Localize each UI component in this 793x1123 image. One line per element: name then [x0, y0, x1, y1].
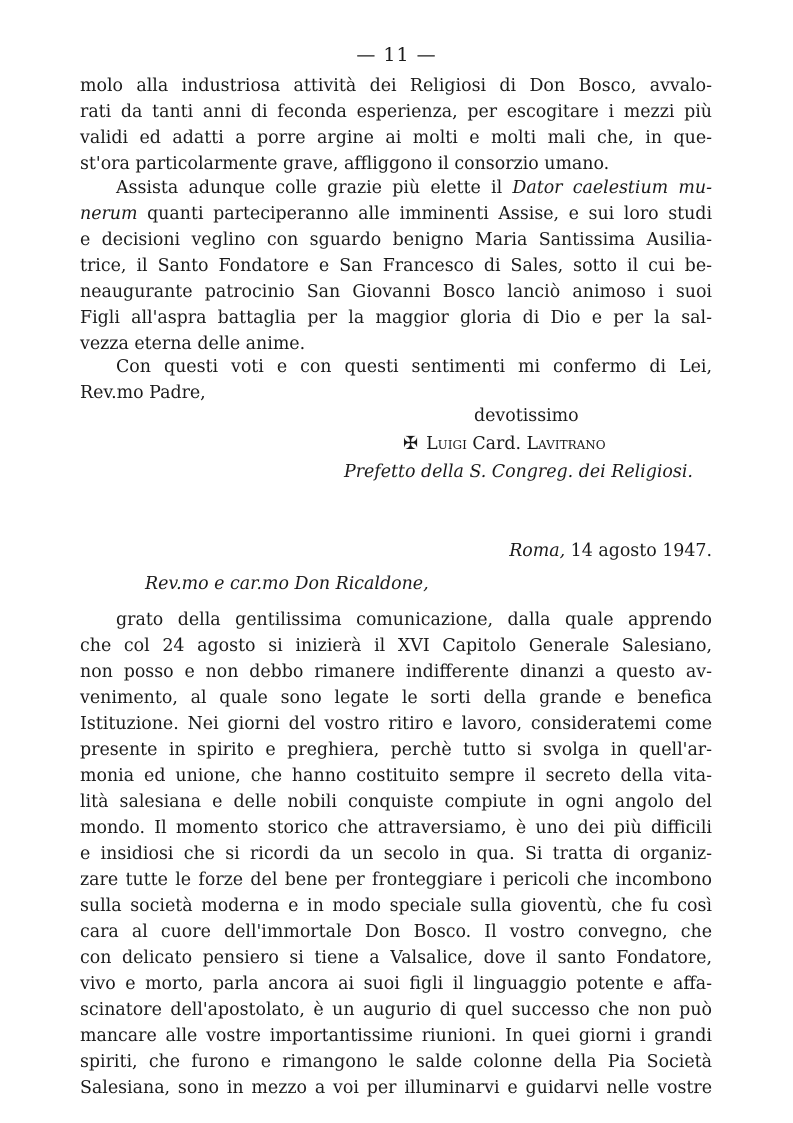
signature-name: ✠ Luigi Card. Lavitrano [403, 433, 606, 454]
text-line: cara al cuore dell'immortale Don Bosco. Il vostro convegno, che [80, 922, 712, 942]
signature-title: Prefetto della S. Congreg. dei Religiosi. [344, 462, 693, 482]
text-line: presente in spirito e preghiera, perchè tutto si svolga in quell'ar- [80, 740, 712, 760]
text-line: trice, il Santo Fondatore e San Francesco di Sales, sotto il cui be- [80, 256, 712, 276]
text-line: st'ora particolarmente grave, affliggono il consorzio umano. [80, 154, 610, 174]
text-line: rati da tanti anni di feconda esperienza, per escogitare i mezzi più [80, 102, 712, 122]
text-line: vezza eterna delle anime. [80, 334, 306, 354]
text-line: Con questi voti e con questi sentimenti mi confermo di Lei, [116, 357, 712, 377]
text-line: lità salesiana e delle nobili conquiste compiute in ogni angolo del [80, 792, 712, 812]
text-line: neaugurante patrocinio San Giovanni Bosco lanciò animoso i suoi [80, 282, 712, 302]
text-line: monia ed unione, che hanno costituito sempre il secreto della vita- [80, 766, 712, 786]
text-line: mancare alle vostre importantissime riunioni. In quei giorni i grandi [80, 1026, 712, 1046]
text-line: Rev.mo Padre, [80, 383, 206, 403]
text-line: scinatore dell'apostolato, è un augurio di quel successo che non può [80, 1000, 712, 1020]
text-line: zare tutte le forze del bene per fronteggiare i pericoli che incombono [80, 870, 712, 890]
page-number: — 11 — [356, 44, 437, 66]
text-line: Assista adunque colle grazie più elette il Dator caelestium mu- [116, 178, 712, 198]
text-line: Istituzione. Nei giorni del vostro ritiro e lavoro, consideratemi come [80, 714, 712, 734]
text-line: e insidiosi che si ricordi da un secolo in qua. Si tratta di organiz- [80, 844, 712, 864]
text-line: con delicato pensiero si tiene a Valsalice, dove il santo Fondatore, [80, 948, 712, 968]
text-line: non posso e non debbo rimanere indifferente dinanzi a questo av- [80, 662, 712, 682]
text-line: e decisioni veglino con sguardo benigno Maria Santissima Ausilia- [80, 230, 712, 250]
text-line: vivo e morto, parla ancora ai suoi figli il linguaggio potente e affa- [80, 974, 712, 994]
text-line: nerum quanti parteciperanno alle imminenti Assise, e sui loro studi [80, 204, 713, 224]
text-line: validi ed adatti a porre argine ai molti e molti mali che, in que- [80, 128, 712, 148]
text-line: sulla società moderna e in modo speciale sulla gioventù, che fu così [80, 896, 712, 916]
text-line: spiriti, che furono e rimangono le salde colonne della Pia Società [80, 1052, 712, 1072]
cross-icon: ✠ [403, 433, 419, 454]
text-line: Salesiana, sono in mezzo a voi per illuminarvi e guidarvi nelle vostre [80, 1078, 712, 1098]
text-line: Figli all'aspra battaglia per la maggior gloria di Dio e per la sal- [80, 308, 712, 328]
text-line: che col 24 agosto si inizierà il XVI Capitolo Generale Salesiano, [80, 636, 712, 656]
text-line: mondo. Il momento storico che attraversiamo, è uno dei più difficili [80, 818, 712, 838]
text-line: venimento, al quale sono legate le sorti della grande e benefica [80, 688, 712, 708]
letter-salutation: Rev.mo e car.mo Don Ricaldone, [145, 574, 429, 594]
text-line: grato della gentilissima comunicazione, dalla quale apprendo [116, 610, 712, 630]
letter-date: Roma, 14 agosto 1947. [509, 541, 712, 561]
text-line: molo alla industriosa attività dei Religiosi di Don Bosco, avvalo- [80, 76, 712, 96]
signature-closing: devotissimo [474, 406, 579, 426]
